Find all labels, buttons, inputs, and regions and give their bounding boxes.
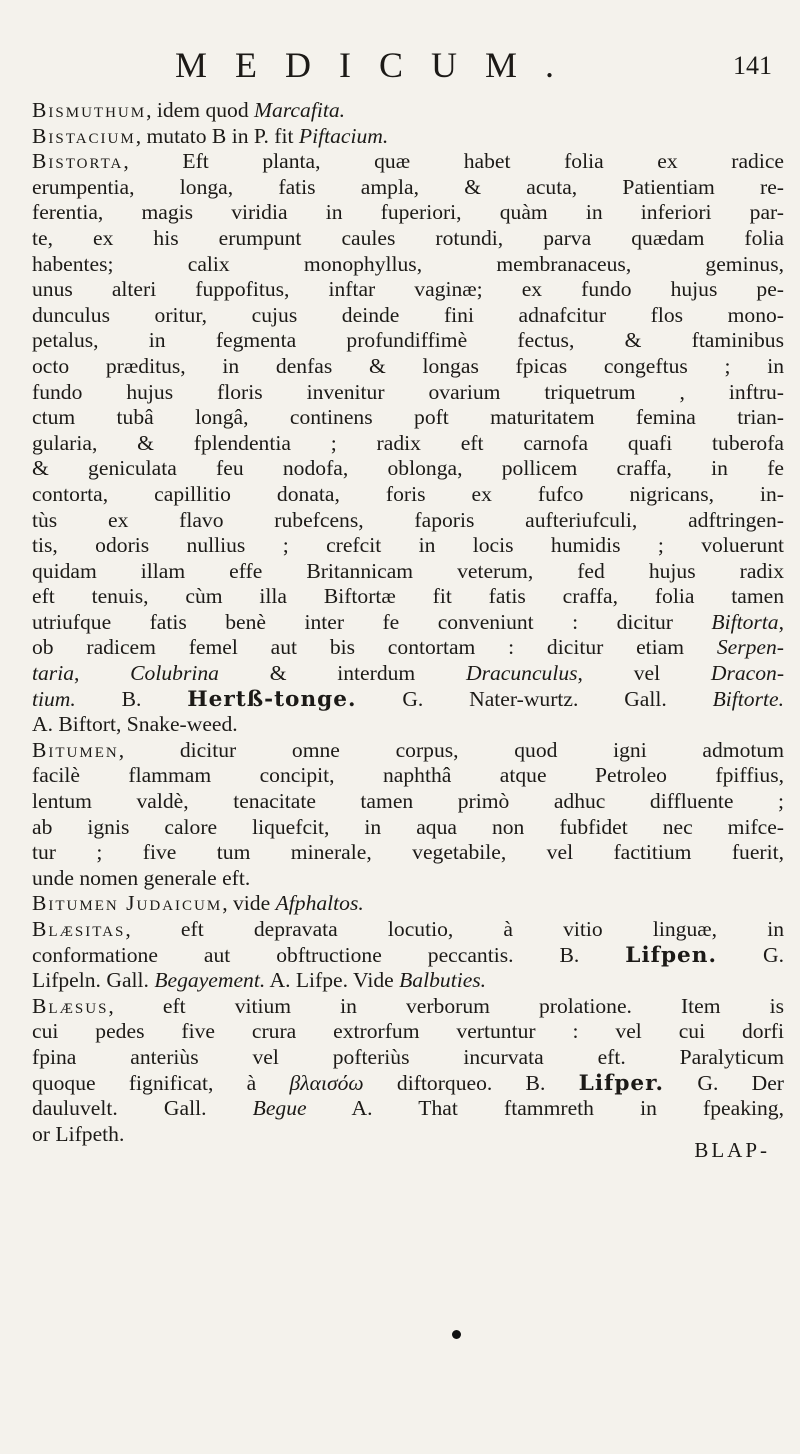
headword: Bistorta [32,149,124,174]
text-line [32,533,784,559]
text-run: unus alteri fuppofitus, inftar vaginæ; ex fundo hujus pe- [32,277,784,302]
text-run: A. Lifpe. Vide [265,968,400,993]
dictionary-entry [32,891,784,917]
text-line [32,917,784,943]
text-run: A. That ftammreth in fpeaking, [306,1096,784,1121]
dictionary-entry [32,994,784,1148]
blackletter-term: Lifpen. [625,942,718,968]
text-run: quoque fignificat, à [32,1070,290,1095]
text-line [32,789,784,815]
italic-term: Piftacium. [298,123,389,148]
blackletter-term: Lifper. [578,1070,665,1096]
italic-term: Dracunculus [465,661,578,686]
text-run: G. Nater-wurtz. Gall. [356,686,713,711]
text-run: contorta, capillitio donata, foris ex fufco nigricans, in- [32,481,784,506]
text-run: tur ; five tum minerale, vegetabile, vel factitium fuerit, [32,840,784,865]
text-line [32,1045,784,1071]
running-head: MEDICUM. [175,45,583,85]
text-run: ob radicem femel aut bis contortam : dicitur etiam [32,635,717,660]
text-line [32,968,784,994]
text-run: petalus, in fegmenta profundiffimè fectus, & ftaminibus [32,328,784,353]
text-run: G. Der [664,1070,784,1095]
italic-term: βλαισόω [289,1070,364,1095]
italic-term: Afphaltos. [275,891,364,916]
text-run: facilè flammam concipit, naphthâ atque Petroleo fpiffius, [32,763,784,788]
italic-term: Colubrina [130,661,219,686]
text-run: , [778,609,784,634]
text-line [32,98,784,124]
dictionary-entry [32,917,784,994]
text-run: gularia, & fplendentia ; radix eft carnofa quafi tuberofa [32,430,784,455]
text-line [32,584,784,610]
italic-term: Dracon- [710,661,785,686]
text-line [32,456,784,482]
text-run: , mutato B in P. fit [135,123,299,148]
text-run: eft tenuis, cùm illa Biftortæ fit fatis craffa, folia tamen [32,584,784,609]
text-line [32,405,784,431]
dictionary-entry [32,738,784,892]
text-run: , idem quod [146,98,255,122]
text-line [32,277,784,303]
catchword: BLAP- [694,1138,770,1162]
ink-blot-mark [452,1330,461,1339]
text-line [32,431,784,457]
text-run: , Eft planta, quæ habet folia ex radice [123,149,784,174]
italic-term: Balbuties. [399,968,487,993]
text-run: dunculus oritur, cujus deinde fini adnafcitur flos mono- [32,302,784,327]
text-run: habentes; calix monophyllus, membranaceus, geminus, [32,251,784,276]
text-line [32,252,784,278]
text-run: dauluvelt. Gall. [32,1096,253,1121]
dictionary-entry [32,98,784,124]
text-line [32,943,784,969]
text-run: te, ex his erumpunt caules rotundi, parva quædam folia [32,225,784,250]
headword: Bitumen Judaicum [32,891,223,916]
text-line [32,354,784,380]
italic-term: Biftorte. [712,686,784,711]
dictionary-entry [32,149,784,738]
italic-term: Marcafita. [254,98,346,122]
text-run: utriufque fatis benè inter fe conveniunt : dicitur [32,609,712,634]
text-line [32,124,784,150]
italic-term: Serpen- [716,635,784,660]
text-run: erumpentia, longa, fatis ampla, & acuta, Patientiam re- [32,174,784,199]
text-run: & interdum [218,661,466,686]
text-run: ab ignis calore liquefcit, in aqua non fubfidet nec mifce- [32,814,784,839]
text-line [32,1122,784,1148]
text-run: B. [75,686,188,711]
text-run: , dicitur omne corpus, quod igni admotum [118,737,784,762]
text-run: & geniculata feu nodofa, oblonga, pollicem craffa, in fe [32,456,784,481]
headword: Blæsus [32,993,109,1018]
text-line [32,610,784,636]
text-run: octo præditus, in denfas & longas fpicas congeftus ; in [32,353,784,378]
italic-term: Biftorta [711,609,779,634]
headword: Blæsitas [32,917,126,941]
text-run: tùs ex flavo rubefcens, faporis aufteriufculi, adftringen- [32,507,784,532]
text-line [32,687,784,713]
text-run: tis, odoris nullius ; crefcit in locis humidis ; voluerunt [32,533,784,558]
text-line [32,200,784,226]
text-run: conformatione aut obftructione peccantis. B. [32,942,626,967]
text-line [32,661,784,687]
text-line [32,380,784,406]
text-line [32,559,784,585]
text-line [32,303,784,329]
text-run: A. Biftort, Snake-weed. [32,712,238,737]
text-run: G. [717,942,784,967]
text-line [32,891,784,917]
text-run: , vel [577,661,711,686]
text-line [32,1019,784,1045]
text-line [32,175,784,201]
text-line [32,1071,784,1097]
text-line [32,328,784,354]
dictionary-entries [32,98,784,1147]
text-line [32,815,784,841]
text-run: fundo hujus floris invenitur ovarium triquetrum , inftru- [32,379,784,404]
text-run: , eft vitium in verborum prolatione. Item is [108,993,784,1018]
text-run: Lifpeln. Gall. [32,968,155,993]
text-line [32,840,784,866]
italic-term: tium. [32,686,76,711]
text-line [32,738,784,764]
text-line [32,149,784,175]
text-run: fpina anteriùs vel pofteriùs incurvata eft. Paralyticum [32,1044,784,1069]
text-run: ctum tubâ longâ, continens poft maturitatem femina trian- [32,405,784,430]
text-run: lentum valdè, tenacitate tamen primò adhuc diffluente ; [32,789,784,814]
headword: Bitumen [32,737,119,762]
italic-term: Begue [252,1096,307,1121]
text-line [32,226,784,252]
text-line [32,712,784,738]
text-line [32,482,784,508]
text-line [32,635,784,661]
text-run: ferentia, magis viridia in fuperiori, quàm in inferiori par- [32,200,784,225]
text-run: , vide [222,891,276,916]
text-line [32,866,784,892]
text-line [32,1096,784,1122]
text-run: , eft depravata locutio, à vitio linguæ, in [125,917,784,941]
text-run: diftorqueo. B. [363,1070,579,1095]
text-line [32,508,784,534]
italic-term: taria [32,661,74,686]
text-line [32,763,784,789]
text-run: , [74,661,131,686]
dictionary-entry [32,124,784,150]
text-run: quidam illam effe Britannicam veterum, fed hujus radix [32,558,784,583]
blackletter-term: Hertß-tonge. [187,686,357,712]
headword: Bismuthum [32,98,147,122]
text-run: or Lifpeth. [32,1121,125,1146]
italic-term: Begayement. [154,968,266,993]
text-run: unde nomen generale eft. [32,865,251,890]
page-number: 141 [733,51,772,80]
headword: Bistacium [32,123,136,148]
page-header [0,40,800,90]
text-line [32,994,784,1020]
text-run: cui pedes five crura extrorfum vertuntur : vel cui dorfi [32,1019,784,1044]
